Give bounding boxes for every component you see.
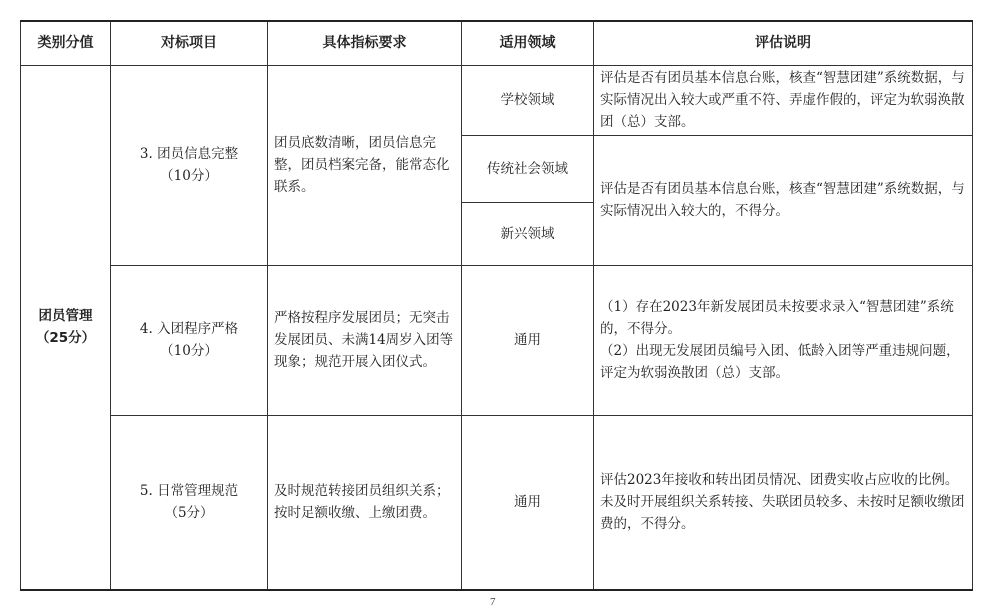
requirement-cell: 严格按程序发展团员；无突击发展团员、未满14周岁入团等现象；规范开展入团仪式。 <box>268 265 462 415</box>
evaluation-cell <box>594 265 973 415</box>
category-cell <box>21 65 111 590</box>
evaluation-cell: 评估2023年接收和转出团员情况、团费实收占应收的比例。未及时开展组织关系转接、失联团员较多、未按时足额收缴团费的，不得分。 <box>594 415 973 590</box>
item-name: 3. 团员信息完整 <box>139 146 239 162</box>
requirement-cell: 及时规范转接团员组织关系；按时足额收缴、上缴团费。 <box>268 415 462 590</box>
evaluation-table <box>20 20 973 591</box>
item-cell <box>111 65 268 265</box>
requirement-cell: 团员底数清晰，团员信息完整，团员档案完备，能常态化联系。 <box>268 65 462 265</box>
table-row <box>21 415 973 590</box>
header-requirement: 具体指标要求 <box>268 21 462 65</box>
item-name: 4. 入团程序严格 <box>139 321 239 337</box>
domain-cell: 通用 <box>462 265 594 415</box>
domain-cell: 传统社会领域 <box>462 135 594 202</box>
header-domain: 适用领域 <box>462 21 594 65</box>
item-name: 5. 日常管理规范 <box>139 483 239 500</box>
table-row <box>21 265 973 415</box>
evaluation-cell: 评估是否有团员基本信息台账，核查“智慧团建”系统数据，与实际情况出入较大的，不得分。 <box>594 135 973 265</box>
category-name: 团员管理 <box>38 308 93 325</box>
category-score: （25分） <box>35 330 96 347</box>
header-item: 对标项目 <box>111 21 268 65</box>
table-row <box>21 65 973 135</box>
header-row <box>21 21 973 65</box>
domain-cell: 通用 <box>462 415 594 590</box>
evaluation-point: （2）出现无发展团员编号入团、低龄入团等严重违规问题，评定为软弱涣散团（总）支部。 <box>600 343 960 381</box>
header-evaluation: 评估说明 <box>594 21 973 65</box>
item-score: （5分） <box>164 505 214 522</box>
header-category: 类别分值 <box>21 21 111 65</box>
evaluation-point: （1）存在2023年新发展团员未按要求录入“智慧团建”系统的，不得分。 <box>600 299 954 337</box>
domain-cell: 学校领域 <box>462 65 594 135</box>
domain-cell: 新兴领域 <box>462 202 594 265</box>
item-score: （10分） <box>160 168 218 184</box>
item-cell <box>111 265 268 415</box>
item-cell <box>111 415 268 590</box>
evaluation-cell: 评估是否有团员基本信息台账，核查“智慧团建”系统数据，与实际情况出入较大或严重不符、弄虚作假的，评定为软弱涣散团（总）支部。 <box>594 65 973 135</box>
page-number: 7 <box>490 596 496 608</box>
item-score: （10分） <box>160 343 218 359</box>
